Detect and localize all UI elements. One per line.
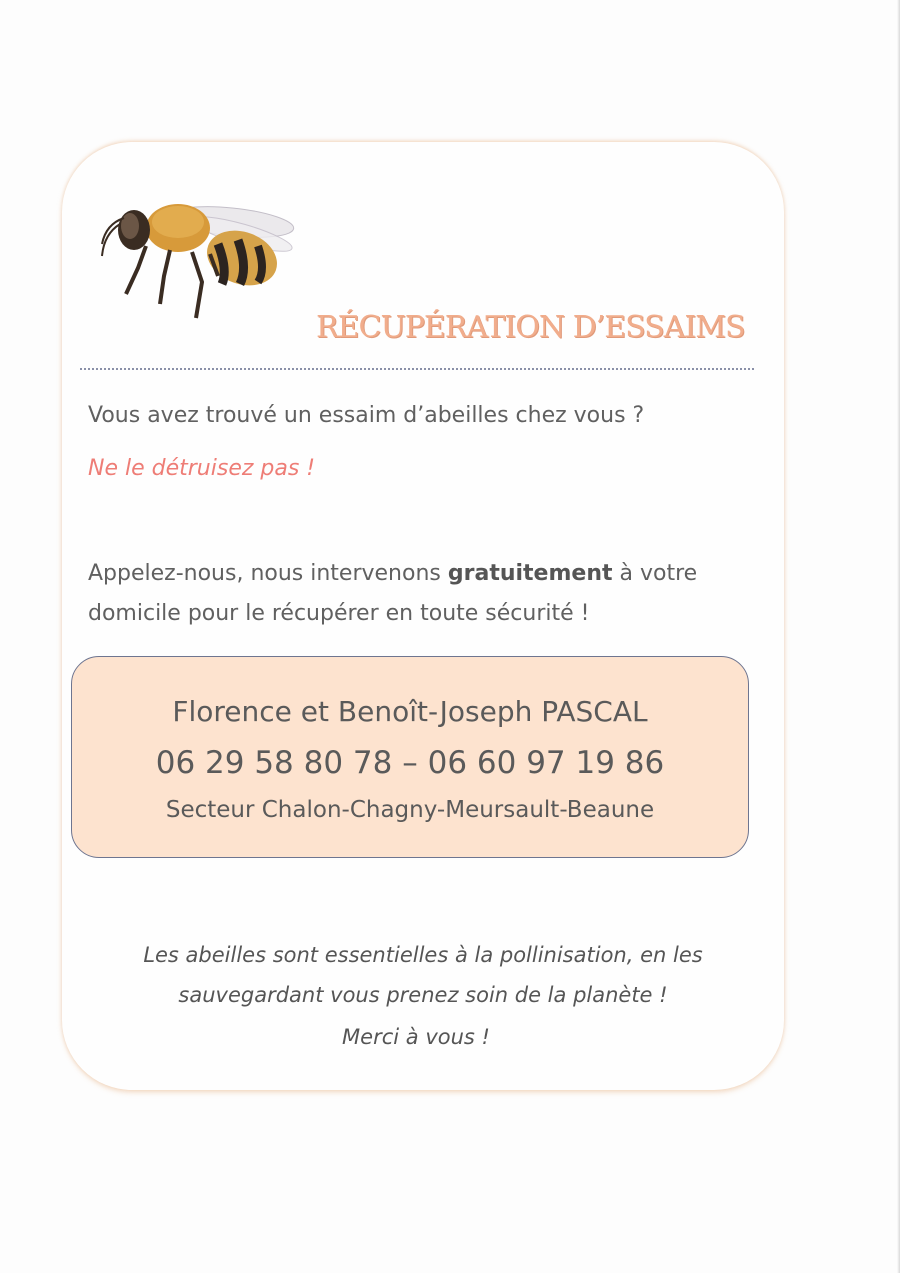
closing-line-1: Les abeilles sont essentielles à la pollinisation, en les [143, 943, 703, 967]
call-text-bold: gratuitement [447, 561, 613, 586]
contact-phones: 06 29 58 80 78 – 06 60 97 19 86 [155, 745, 665, 781]
call-text-start: Appelez-nous, nous intervenons [88, 561, 448, 586]
contact-box [71, 656, 749, 858]
thanks-text: Merci à vous ! [342, 1025, 490, 1049]
question-text: Vous avez trouvé un essaim d’abeilles chez vous ? [88, 403, 645, 428]
closing-line-2: sauvegardant vous prenez soin de la planète ! [178, 983, 668, 1007]
dotted-divider [80, 368, 754, 370]
call-paragraph [88, 554, 768, 634]
warning-text: Ne le détruisez pas ! [88, 456, 316, 481]
call-text-end: à votre domicile pour le récupérer en toute sécurité ! [88, 561, 698, 626]
contact-sector: Secteur Chalon-Chagny-Meursault-Beaune [165, 797, 655, 823]
bee-illustration [92, 190, 307, 335]
contact-names: Florence et Benoît-Joseph PASCAL [172, 695, 648, 728]
flyer-title: RÉCUPÉRATION D’ESSAIMS [316, 310, 745, 345]
closing-message [62, 935, 784, 1015]
